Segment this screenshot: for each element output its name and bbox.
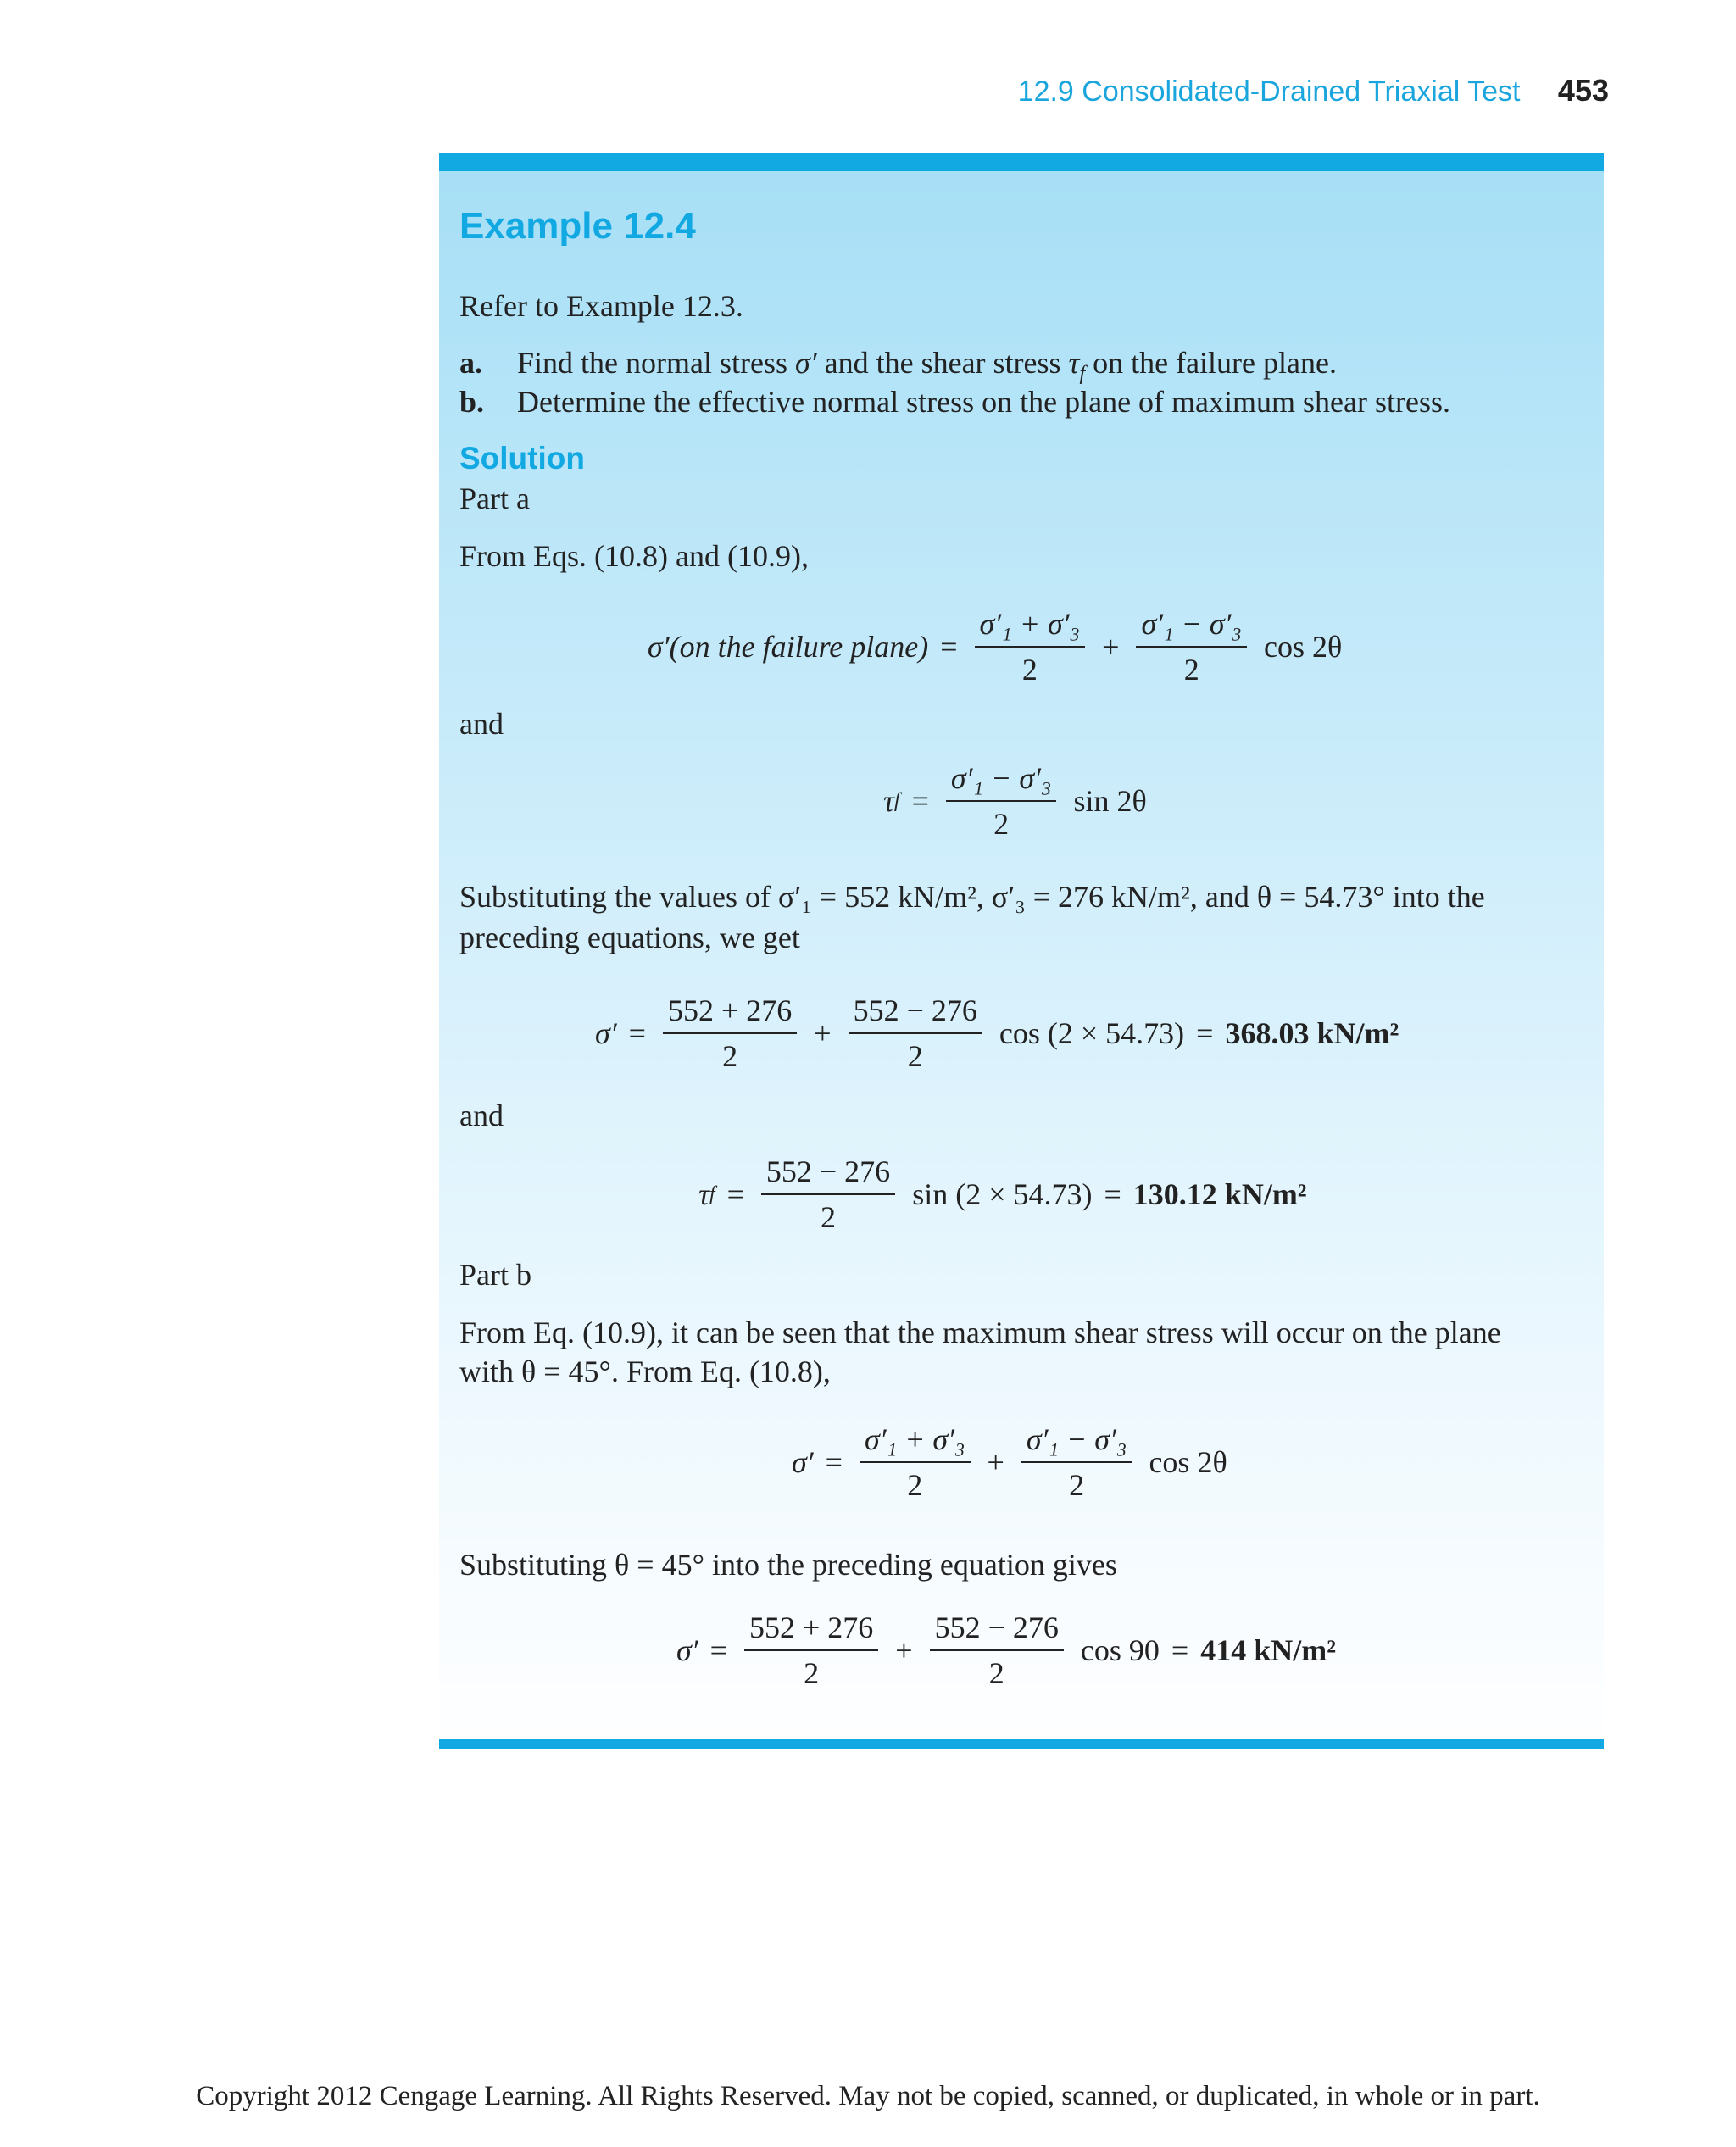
eq-lhs: τ	[883, 784, 894, 818]
fraction-numerator: 552 − 276	[849, 992, 982, 1034]
eq-lhs: σ′(on the failure plane)	[648, 630, 929, 664]
eq-tail: cos 2θ	[1149, 1445, 1227, 1479]
fraction-denominator: 2	[804, 1656, 820, 1690]
fraction-numerator: 552 + 276	[744, 1609, 878, 1651]
connector-and: and	[459, 1099, 504, 1132]
part-a-lead: From Eqs. (10.8) and (10.9),	[459, 539, 809, 573]
fraction-denominator: 2	[993, 807, 1010, 841]
eq-lhs: σ′	[792, 1445, 814, 1479]
fraction	[744, 1609, 878, 1692]
page-number: 453	[1557, 73, 1609, 108]
fraction	[1021, 1421, 1132, 1504]
fraction	[849, 992, 982, 1075]
symbol: σ′	[794, 346, 817, 380]
eq-tail: cos (2 × 54.73)	[999, 1016, 1185, 1050]
eq-lhs: τ	[698, 1177, 709, 1211]
copyright-footer: Copyright 2012 Cengage Learning. All Rights Reserved. May not be copied, scanned, or duplicated, in whole or in part.	[196, 2081, 1540, 2111]
running-head	[1018, 73, 1609, 108]
fraction	[860, 1421, 971, 1504]
problem-item-a	[459, 342, 1337, 386]
eq-lhs: σ′	[595, 1016, 617, 1050]
fraction-numerator: σ′₁ − σ′₃	[1021, 1421, 1132, 1463]
eq-result: 130.12 kN/m²	[1132, 1177, 1307, 1211]
item-label: b.	[459, 385, 485, 419]
item-text: and the shear stress	[816, 346, 1069, 380]
substitution-text-line1: Substituting the values of σ′₁ = 552 kN/m², σ′₃ = 276 kN/m², and θ = 54.73° into the	[459, 880, 1485, 914]
substitution-text-line2: preceding equations, we get	[459, 921, 800, 954]
equation-normal-stress-general: σ′(on the failure plane) = $\frac{\text{σ′₁ + σ′₃}}{2}$ + $\frac{\text{σ′₁ − σ′₃}}{2}$ cos 2θ	[648, 607, 1343, 687]
eq-lhs: σ′	[676, 1633, 698, 1667]
fraction	[946, 759, 1057, 843]
fraction-denominator: 2	[821, 1200, 837, 1234]
equation-normal-stress-max-shear-plane: σ′ = $\frac{552 + 276}{2}$ + $\frac{552 - 276}{2}$ cos 90 = 414 kN/m²	[676, 1610, 1337, 1690]
fraction-numerator: σ′₁ − σ′₃	[1136, 605, 1247, 648]
connector-and: and	[459, 707, 504, 741]
example-box-bottom-rule	[439, 1739, 1604, 1749]
solution-heading: Solution	[459, 441, 585, 476]
fraction	[930, 1609, 1064, 1692]
eq-tail: cos 90	[1080, 1633, 1160, 1667]
section-title: 12.9 Consolidated-Drained Triaxial Test	[1017, 75, 1521, 108]
fraction-denominator: 2	[907, 1468, 923, 1502]
item-text: Find the normal stress	[517, 346, 795, 380]
item-label: a.	[459, 346, 482, 380]
fraction-numerator: 552 − 276	[930, 1609, 1064, 1651]
fraction-denominator: 2	[722, 1039, 738, 1073]
part-b-text-line2: with θ = 45°. From Eq. (10.8),	[459, 1354, 831, 1388]
fraction-numerator: 552 − 276	[761, 1153, 895, 1195]
symbol-subscript: f	[1079, 363, 1086, 386]
example-intro: Refer to Example 12.3.	[459, 289, 743, 323]
fraction	[761, 1153, 895, 1236]
symbol: τ	[1068, 346, 1080, 380]
problem-item-b	[459, 381, 1450, 422]
item-text: on the failure plane.	[1085, 346, 1337, 380]
fraction	[663, 992, 797, 1075]
eq-tail: cos 2θ	[1264, 630, 1343, 664]
equation-normal-stress-result: σ′ = $\frac{552 + 276}{2}$ + $\frac{552 - 276}{2}$ cos (2 × 54.73) = 368.03 kN/m²	[595, 993, 1399, 1073]
fraction-denominator: 2	[1183, 653, 1199, 687]
fraction	[975, 605, 1086, 688]
equation-normal-stress-part-b: σ′ = $\frac{\text{σ′₁ + σ′₃}}{2}$ + $\frac{\text{σ′₁ − σ′₃}}{2}$ cos 2θ	[792, 1422, 1227, 1502]
item-text: Determine the effective normal stress on the plane of maximum shear stress.	[517, 385, 1450, 419]
eq-tail: sin (2 × 54.73)	[912, 1177, 1093, 1211]
equation-shear-stress-result: τ f = $\frac{552 - 276}{2}$ sin (2 × 54.73) = 130.12 kN/m²	[698, 1154, 1307, 1234]
fraction	[1136, 605, 1247, 688]
part-b-substitution-text: Substituting θ = 45° into the preceding equation gives	[459, 1548, 1117, 1582]
part-b-heading: Part b	[459, 1258, 531, 1292]
fraction-denominator: 2	[988, 1656, 1004, 1690]
fraction-numerator: σ′₁ + σ′₃	[975, 605, 1086, 648]
eq-result: 414 kN/m²	[1200, 1633, 1337, 1667]
fraction-denominator: 2	[1069, 1468, 1085, 1502]
part-b-text-line1: From Eq. (10.9), it can be seen that the maximum shear stress will occur on the plane	[459, 1315, 1501, 1349]
fraction-numerator: σ′₁ + σ′₃	[860, 1421, 971, 1463]
fraction-denominator: 2	[907, 1039, 923, 1073]
equation-shear-stress-general: τ f = $\frac{\text{σ′₁ − σ′₃}}{2}$ sin 2θ	[883, 761, 1147, 841]
example-title: Example 12.4	[459, 205, 696, 247]
example-box	[439, 153, 1604, 1766]
fraction-numerator: 552 + 276	[663, 992, 797, 1034]
eq-result: 368.03 kN/m²	[1225, 1016, 1399, 1050]
fraction-denominator: 2	[1021, 653, 1038, 687]
fraction-numerator: σ′₁ − σ′₃	[946, 759, 1057, 802]
part-a-heading: Part a	[459, 481, 530, 515]
eq-tail: sin 2θ	[1073, 784, 1147, 818]
